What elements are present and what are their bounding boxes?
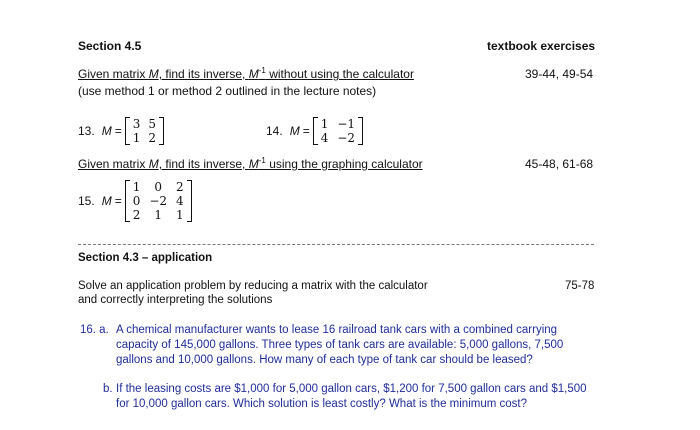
matrix-15-cell: 1 xyxy=(154,208,163,222)
section-43-title: Section 4.3 – application xyxy=(78,252,213,264)
matrix-15 xyxy=(125,180,192,222)
matrix-15-cell: 0 xyxy=(132,194,141,208)
matrix-13-cell: 1 xyxy=(132,131,141,145)
problem-14-var: M xyxy=(289,124,300,138)
problem-16a-line3: gallons and 10,000 gallons. How many of each type of tank car should be leased? xyxy=(116,354,533,366)
matrix-14-cell: 4 xyxy=(320,131,329,145)
problem-13-var: M xyxy=(101,124,112,138)
problem-16a-line2: capacity of 145,000 gallons. Three types of tank cars are available: 5,000 gallons, 7,500 xyxy=(116,339,564,351)
section-43-instruction-line2: and correctly interpreting the solutions xyxy=(78,294,273,306)
textbook-exercises-label: textbook exercises xyxy=(487,39,596,53)
problem-16b-line2: for 10,000 gallon cars. Which solution is least costly? What is the minimum cost? xyxy=(116,398,527,410)
matrix-15-cell: 2 xyxy=(176,180,184,194)
problem-15-label: 15. xyxy=(78,194,95,208)
matrix-13-cell: 5 xyxy=(148,117,156,131)
task2-instruction: Given matrix M, find its inverse, $M^{-1}$ using the graphing calculator xyxy=(78,156,423,171)
matrix-15-cell: 2 xyxy=(132,208,141,222)
task1-exercises: 39-44, 49-54 xyxy=(525,67,594,81)
section-45-title: Section 4.5 xyxy=(78,39,142,53)
matrix-15-cell: −2 xyxy=(149,194,168,208)
problem-15-var: M xyxy=(101,194,112,208)
problem-13 xyxy=(78,117,164,145)
problem-14-label: 14. xyxy=(266,124,283,138)
matrix-15-cell: 0 xyxy=(154,180,163,194)
problem-16b-line1: If the leasing costs are $1,000 for 5,000 gallon cars, $1,200 for 7,500 gallon cars and $1,500 xyxy=(116,383,587,395)
problem-15 xyxy=(78,180,192,222)
section-43-exercises: 75-78 xyxy=(565,280,595,292)
task1-instruction: Given matrix M, find its inverse, $M^{-1}$ without using the calculator xyxy=(78,66,414,81)
problem-13-eq: = xyxy=(114,124,122,138)
problem-16a-label: 16. a. xyxy=(80,324,109,336)
matrix-14 xyxy=(313,117,363,145)
matrix-13-cell: 2 xyxy=(148,131,156,145)
matrix-14-cell: −1 xyxy=(337,117,356,131)
matrix-15-cell: 4 xyxy=(176,194,184,208)
problem-14 xyxy=(266,117,363,145)
section-divider xyxy=(78,244,594,245)
problem-13-label: 13. xyxy=(78,124,95,138)
section-43-instruction-line1: Solve an application problem by reducing a matrix with the calculator xyxy=(78,280,428,292)
matrix-13 xyxy=(125,117,164,145)
problem-14-eq: = xyxy=(302,124,310,138)
matrix-14-cell: −2 xyxy=(337,131,356,145)
problem-16b-label: b. xyxy=(103,383,113,395)
problem-16a-line1: A chemical manufacturer wants to lease 16 railroad tank cars with a combined carrying xyxy=(116,324,558,336)
task2-exercises: 45-48, 61-68 xyxy=(525,157,594,171)
task1-note: (use method 1 or method 2 outlined in the lecture notes) xyxy=(78,84,377,98)
matrix-15-cell: 1 xyxy=(176,208,184,222)
matrix-15-cell: 1 xyxy=(132,180,141,194)
matrix-13-cell: 3 xyxy=(132,117,141,131)
matrix-14-cell: 1 xyxy=(320,117,329,131)
problem-15-eq: = xyxy=(114,194,122,208)
